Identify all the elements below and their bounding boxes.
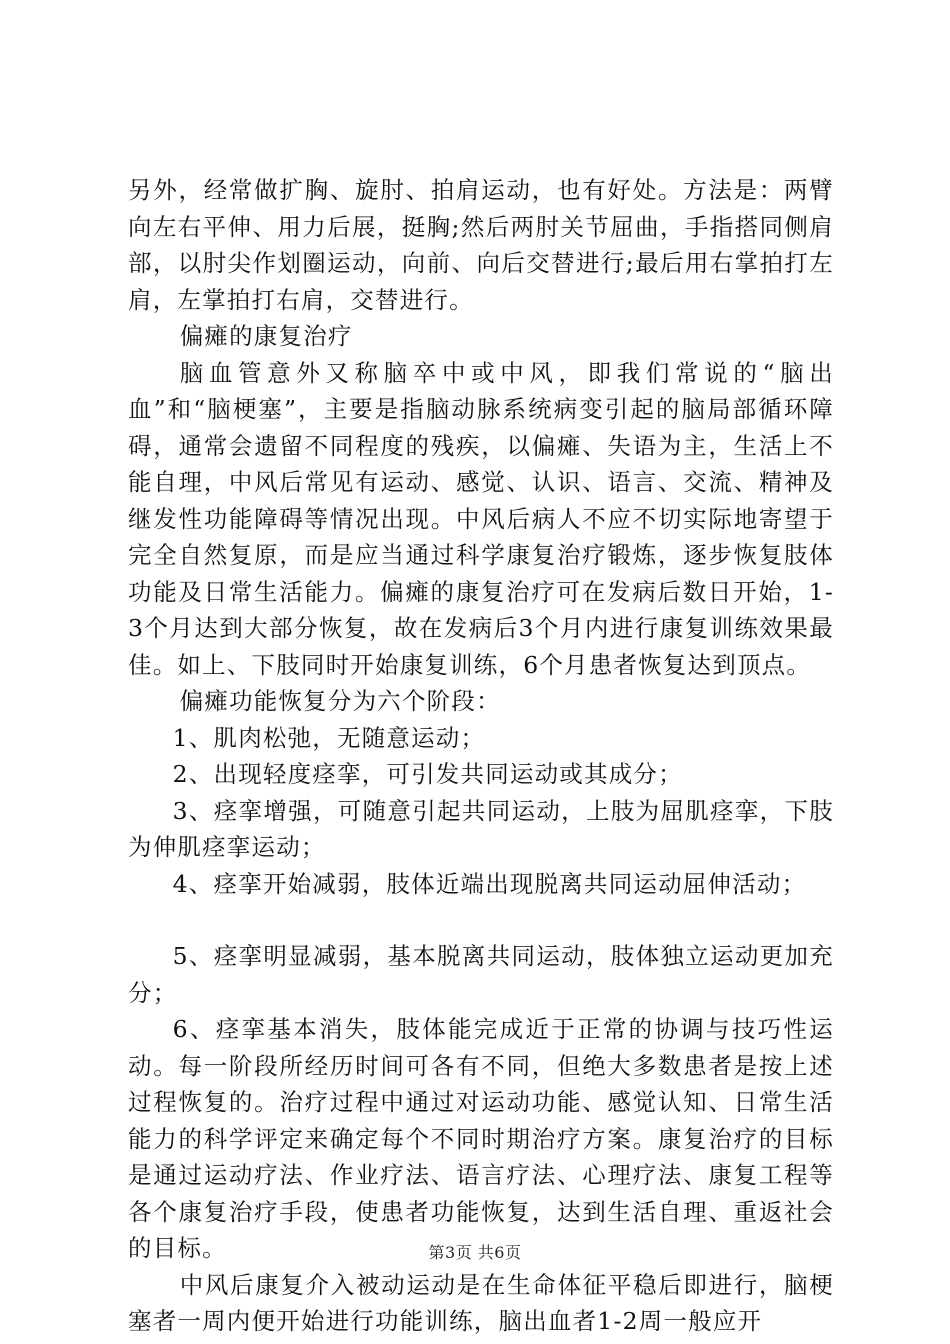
- list-item-stage-5: 5、痉挛明显减弱，基本脱离共同运动，肢体独立运动更加充分；: [128, 942, 834, 1007]
- paragraph-exercise-method: 另外，经常做扩胸、旋肘、拍肩运动，也有好处。方法是：两臂向左右平伸、用力后展，挺胸;然后两肘关节屈曲，手指搭同侧肩部，以肘尖作划圈运动，向前、向后交替进行;最后用右掌拍打左肩，左掌拍打右肩，交替进行。: [128, 176, 834, 314]
- list-item-stage-3: 3、痉挛增强，可随意引起共同运动，上肢为屈肌痉挛，下肢为伸肌痉挛运动；: [128, 796, 834, 861]
- list-item-stage-4: 4、痉挛开始减弱，肢体近端出现脱离共同运动屈伸活动；: [172, 869, 807, 898]
- list-item-stage-6: 6、痉挛基本消失，肢体能完成近于正常的协调与技巧性运动。每一阶段所经历时间可各有不同，但绝大多数患者是按上述过程恢复的。治疗过程中通过对运动功能、感觉认知、日常生活能力的科学评定来确定每个不同时期治疗方案。康复治疗的目标是通过运动疗法、作业疗法、语言疗法、心理疗法、康复工程等各个康复治疗手段，使患者功能恢复，达到生活自理、重返社会的目标。: [128, 1015, 834, 1262]
- paragraph-stroke-overview: 脑血管意外又称脑卒中或中风，即我们常说的“脑出血”和“脑梗塞”，主要是指脑动脉系统病变引起的脑局部循环障碍，通常会遗留不同程度的残疾，以偏瘫、失语为主，生活上不能自理，中风后常见有运动、感觉、认识、语言、交流、精神及继发性功能障碍等情况出现。中风后病人不应不切实际地寄望于完全自然复原，而是应当通过科学康复治疗锻炼，逐步恢复肢体功能及日常生活能力。偏瘫的康复治疗可在发病后数日开始，1-3个月达到大部分恢复，故在发病后3个月内进行康复训练效果最佳。如上、下肢同时开始康复训练，6个月患者恢复达到顶点。: [128, 358, 834, 679]
- list-item-stage-2: 2、出现轻度痉挛，可引发共同运动或其成分；: [172, 760, 683, 788]
- list-item-stage-1: 1、肌肉松弛，无随意运动；: [172, 723, 486, 752]
- page-number-footer: 第3页 共6页: [428, 1243, 522, 1262]
- section-heading-hemiplegia-rehab: 偏瘫的康复治疗: [179, 322, 353, 350]
- paragraph-stages-intro: 偏瘫功能恢复分为六个阶段：: [179, 687, 501, 715]
- document-body: [128, 172, 834, 1340]
- paragraph-early-intervention: 中风后康复介入被动运动是在生命体征平稳后即进行，脑梗塞者一周内便开始进行功能训练，脑出血者1-2周一般应开: [128, 1270, 834, 1335]
- blank-line: [128, 902, 834, 938]
